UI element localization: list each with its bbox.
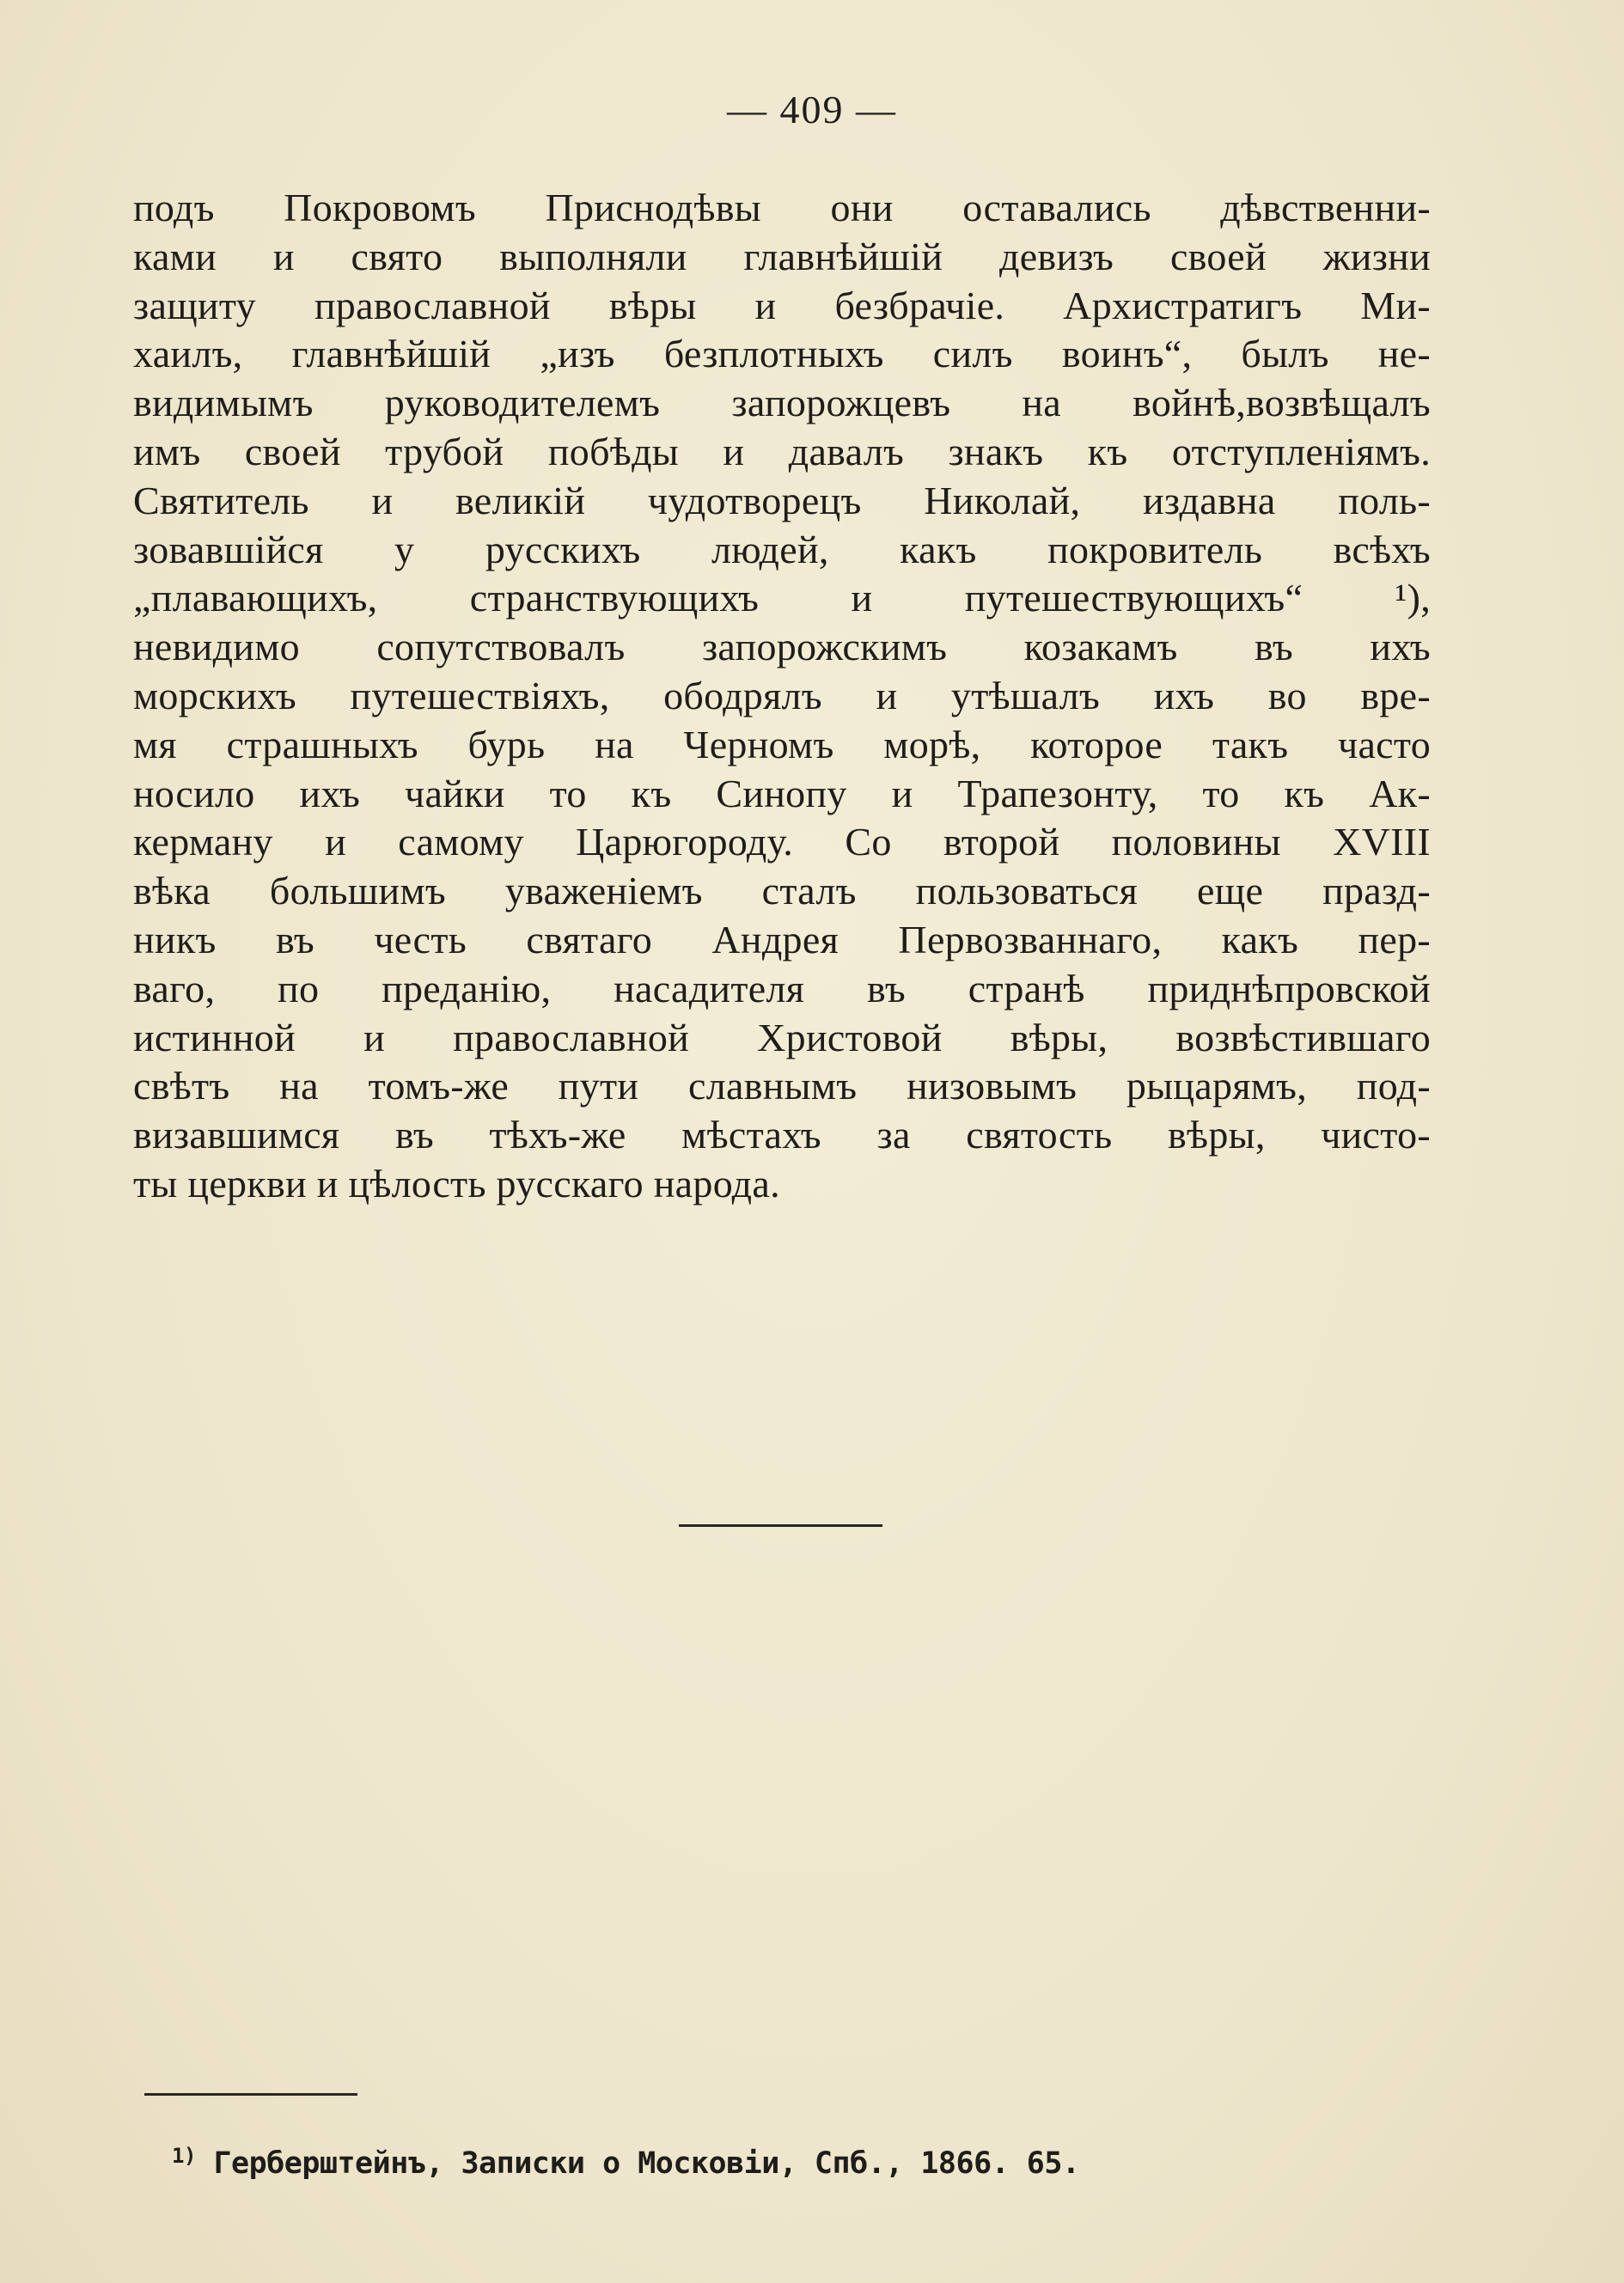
text-line: невидимо сопутствовалъ запорожскимъ козакамъ въ ихъ: [133, 625, 1431, 669]
text-line: керману и самому Царюгороду. Со второй половины XVIII: [133, 820, 1431, 864]
text-line: морскихъ путешествіяхъ, ободрялъ и утѣшалъ ихъ во вре-: [133, 673, 1431, 717]
page-number: — 409 —: [727, 88, 897, 131]
text-line: подъ Покровомъ Приснодѣвы они оставались дѣвственни-: [133, 186, 1431, 229]
section-divider: [679, 1524, 882, 1527]
text-line: истинной и православной Христовой вѣры, возвѣстившаго: [133, 1015, 1431, 1059]
text-line: „плавающихъ, странствующихъ и путешествующихъ“ ¹),: [133, 576, 1431, 620]
text-line: носило ихъ чайки то къ Синопу и Трапезонту, то къ Ак-: [133, 771, 1431, 815]
footnote-text: Герберштейнъ, Записки о Московіи, Спб., 1866. 65.: [213, 2146, 1080, 2181]
footnote: [172, 2134, 1080, 2185]
footnote-rule: [144, 2093, 357, 2096]
body-text: [133, 184, 1431, 1209]
text-line: имъ своей трубой побѣды и давалъ знакъ къ отступленіямъ.: [133, 429, 1431, 473]
text-line: хаилъ, главнѣйшій „изъ безплотныхъ силъ воинъ“, былъ не-: [133, 332, 1431, 376]
text-line: ками и свято выполняли главнѣйшій девизъ своей жизни: [133, 234, 1431, 278]
text-line: мя страшныхъ бурь на Черномъ морѣ, которое такъ часто: [133, 722, 1431, 766]
text-line: видимымъ руководителемъ запорожцевъ на войнѣ,возвѣщалъ: [133, 381, 1431, 425]
text-line: ты церкви и цѣлость русскаго народа.: [133, 1161, 780, 1206]
text-line: ваго, по преданію, насадителя въ странѣ приднѣпровской: [133, 966, 1431, 1010]
text-line: свѣтъ на томъ-же пути славнымъ низовымъ рыцарямъ, под-: [133, 1064, 1431, 1108]
text-line: никъ въ честь святаго Андрея Первозваннаго, какъ пер-: [133, 917, 1431, 961]
text-line: вѣка большимъ уваженіемъ сталъ пользоваться еще празд-: [133, 869, 1431, 913]
text-line: Святитель и великій чудотворецъ Николай, издавна поль-: [133, 478, 1431, 522]
text-line: зовавшійся у русскихъ людей, какъ покровитель всѣхъ: [133, 527, 1431, 571]
text-line: защиту православной вѣры и безбрачіе. Архистратигъ Ми-: [133, 283, 1431, 327]
footnote-marker: 1): [172, 2144, 196, 2168]
text-line: визавшимся въ тѣхъ-же мѣстахъ за святость вѣры, чисто-: [133, 1113, 1431, 1157]
